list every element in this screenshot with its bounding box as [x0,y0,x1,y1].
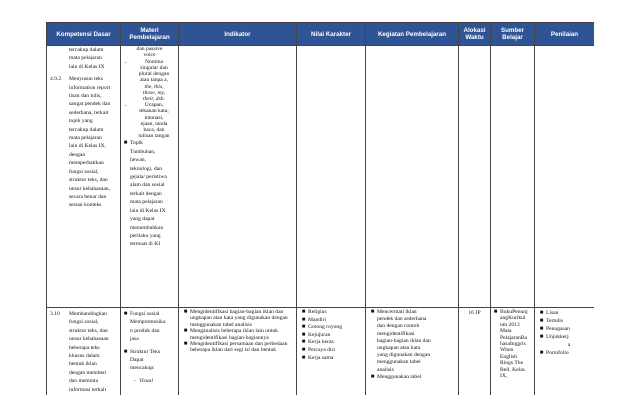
kd-line: mata pelajaran [69,135,102,142]
kd-line: memperhatikan [69,160,104,167]
penilaian-item: ■ Lisan [537,309,592,317]
karakter-item: ■ Religius [299,309,363,317]
materi-line: intonasi, [144,114,164,121]
table-row [47,46,595,308]
penilaian-cell [535,308,595,396]
materi-line: their, dsb. [143,96,165,103]
kd-line: secara benar dan [69,193,107,200]
materi-line: termuat di KI [130,241,161,248]
materi-line: singular dan [140,65,168,72]
kd-continuation [47,46,120,71]
materi-sub-nomina: - Nomina singular dan plural dengan atau tanpa a, the, this, those, my, their, dsb. [121,59,178,102]
kd-line: Membandingkan [69,311,107,317]
materi-line: Ucapan, [144,102,164,109]
bullet-icon: ■ [183,341,188,348]
bullet-icon: ■ [539,310,544,316]
materi-line: dan passive [136,46,163,52]
materi-line: jasa [130,336,139,343]
kd-line: unsur kebahasaan [69,336,109,343]
alokasi-cell [459,308,491,396]
materi-line: Mempromosika [130,319,166,326]
materi-line: plural dengan [138,71,170,78]
materi-line: atau tanpa a, [139,77,169,84]
header-kompetensi-dasar: Kompetensi Dasar [47,23,121,46]
materi-line: hewan, [130,157,146,164]
kd-line: bentuk iklan [69,361,97,368]
rpp-table-page [46,22,594,395]
sumber-item: ■ BukuPenunj angKurikul um 2013 Mata PelajaranBa hasaInggris When English Rings The Bell, Kelas IX, [491,308,534,379]
kd-line: khusus dalam [69,353,100,360]
materi-cell [121,46,179,308]
materi-line: the, this, [144,83,164,90]
kd-line: information report [69,84,111,91]
materi-line: voice [143,52,156,59]
bullet-icon: ■ [123,311,128,317]
materi-line: Tumbuhan, [130,148,156,155]
karakter-item: ■ Kerja keras [299,339,363,347]
materi-line: perilaku yang [130,232,161,239]
karakter-item: ■ Kerja sama [299,355,363,363]
penilaian-item: ■ Tertulis [537,317,592,325]
indikator-item: ■ Mengidentifikasi bagian-bagian iklan dan ungkapan atau kata yang digunakan dengan menggunakan tabel analisis [181,309,294,328]
bullet-icon: ■ [183,309,188,315]
alokasi-value: 16 JP [468,310,481,316]
materi-line: tekanan kata, [139,108,169,115]
materi-struktur-teks: ■ Struktur Teks Dapat mencakup: - Visual [121,348,178,386]
kd-line: dan meminta [69,378,99,385]
kd-line: sederhana, terkait [69,109,109,116]
rpp-table [46,22,594,395]
kegiatan-item: ■ Mencermati iklan pendek dan sederhana dan dengan contoh mengidentifikasi bagian-bagian iklan dan ungkapan atau kata yang digunakan dengan menggunakan tabel analisis [368,309,456,374]
bullet-icon: ■ [183,328,188,335]
kd-cell [47,46,121,308]
bullet-icon: ■ [301,346,306,353]
kd-number: 4.9.2 [50,76,62,83]
materi-line: ejaan, tanda [140,120,168,127]
header-row [47,23,595,46]
kd-line: dengan memberi [69,369,107,376]
karakter-cell-empty [297,46,366,308]
karakter-item: ■ Gotong royong [299,324,363,332]
penilaian-item: ■ Penugasan [537,325,592,333]
kd-cell [47,308,121,396]
table-row [47,308,595,396]
kd-item-4-9-2 [47,75,120,210]
bullet-icon: ■ [301,309,306,315]
kd-line: dengan [69,151,86,158]
header-indikator: Indikator [179,23,297,46]
header-penilaian: Penilaian [535,23,595,46]
kd-line: informasi terkait [69,386,107,393]
materi-line: mata pelajaran [130,199,163,206]
bullet-icon: ■ [539,326,544,332]
penilaian-cell-empty [535,46,595,308]
bullet-icon: ■ [370,309,375,315]
bullet-icon: ■ [301,339,306,346]
materi-line: Fungsi sosial [130,311,160,317]
indikator-item: ■ Menganalisis beberapa iklan lain untuk mengidentifikasi bagian-bagiannya [181,328,294,341]
materi-line: menumbuhkan [130,224,164,231]
materi-line: Dapat [130,357,144,364]
materi-line: Visual [139,377,153,384]
kd-line: sangat pendek dan [69,101,111,108]
kegiatan-item: ■ Menggunakan tabel [368,374,456,381]
materi-line: terkait dengan [130,190,162,197]
materi-topik [121,139,178,248]
kd-line: sesuai konteks [69,202,102,209]
header-nilai-karakter: Nilai Karakter [297,23,366,46]
bullet-icon: ■ [301,354,306,361]
penilaian-item: a [567,342,571,348]
kd-line: lain di Kelas IX, [69,143,106,150]
bullet-icon: ■ [370,373,375,380]
kd-line: lain di Kelas IX [69,63,105,70]
kd-line: unsur kebahasaan, [69,185,111,192]
materi-line: gejala/ peristiwa [130,174,167,181]
bullet-icon: ■ [539,318,544,324]
header-alokasi: Alokasi Waktu [459,23,491,46]
karakter-item: ■ Percaya diri [299,347,363,355]
materi-fungsi-sosial [121,308,178,344]
kd-line: topik yang [69,118,93,125]
indikator-item: ■ Mengidentifikasi persamaan dan perbedaan beberapa iklan dari segi isi dan bentuk [181,341,294,354]
kegiatan-cell [366,308,459,396]
materi-line: Struktur Teks [130,348,161,355]
materi-line: Topik [130,140,143,147]
materi-line: n produk dan [130,327,160,334]
indikator-cell [179,308,297,396]
karakter-item: ■ Kejujuran [299,332,363,340]
materi-cell [121,308,179,396]
materi-line: yang dapat [130,216,155,223]
kd-item-3-10 [47,308,120,394]
indikator-cell-empty [179,46,297,308]
kd-line: Menyusun teks [69,76,104,83]
bullet-icon: ■ [539,334,544,340]
bullet-icon: ■ [301,316,306,323]
penilaian-item: ■ Portofolio [537,349,592,357]
materi-line: tulisan tangan [138,133,170,140]
kd-number: 3.10 [50,311,60,317]
penilaian-item: ■ Unjukkerj [537,333,592,341]
header-kegiatan: Kegiatan Pembelajaran [366,23,459,46]
materi-line: lain di Kelas IX [130,207,166,214]
kd-line: lisan dan tulis, [69,93,102,100]
kd-line: tercakup dalam [69,47,104,53]
kd-line: tercakup dalam [69,126,104,133]
materi-line: mencakup: [130,365,155,372]
header-materi: Materi Pembelajaran [121,23,179,46]
header-sumber: Sumber Belajar [491,23,535,46]
kd-line: mata pelajaran [69,55,102,62]
karakter-cell [297,308,366,396]
kd-line: struktur teks, dan [69,327,108,334]
bullet-icon: ■ [539,350,544,356]
sumber-cell-empty [491,46,535,308]
materi-line: Nomina [144,58,164,65]
kd-line: struktur teks, dan [69,177,108,184]
materi-line: baca, dan [143,127,165,134]
kegiatan-cell-empty [366,46,459,308]
bullet-icon: ■ [301,324,306,331]
materi-line: those, my, [142,89,166,96]
alokasi-cell-empty [459,46,491,308]
sumber-cell [491,308,535,396]
kd-line: fungsi sosial, [69,168,99,175]
karakter-item: ■ Mandiri [299,317,363,325]
bullet-icon: ■ [123,140,128,147]
bullet-icon: ■ [301,331,306,338]
kd-line: fungsi sosial, [69,319,99,326]
bullet-icon: ■ [123,348,128,355]
materi-sub-ucapan: - Ucapan, tekanan kata, intonasi, ejaan, tanda baca, dan tulisan tangan [121,102,178,139]
materi-line: alam dan sosial [130,182,165,189]
bullet-icon: ■ [493,309,498,315]
kd-line: beberapa teks [69,344,100,351]
materi-line: teknologi, dan [130,165,163,172]
